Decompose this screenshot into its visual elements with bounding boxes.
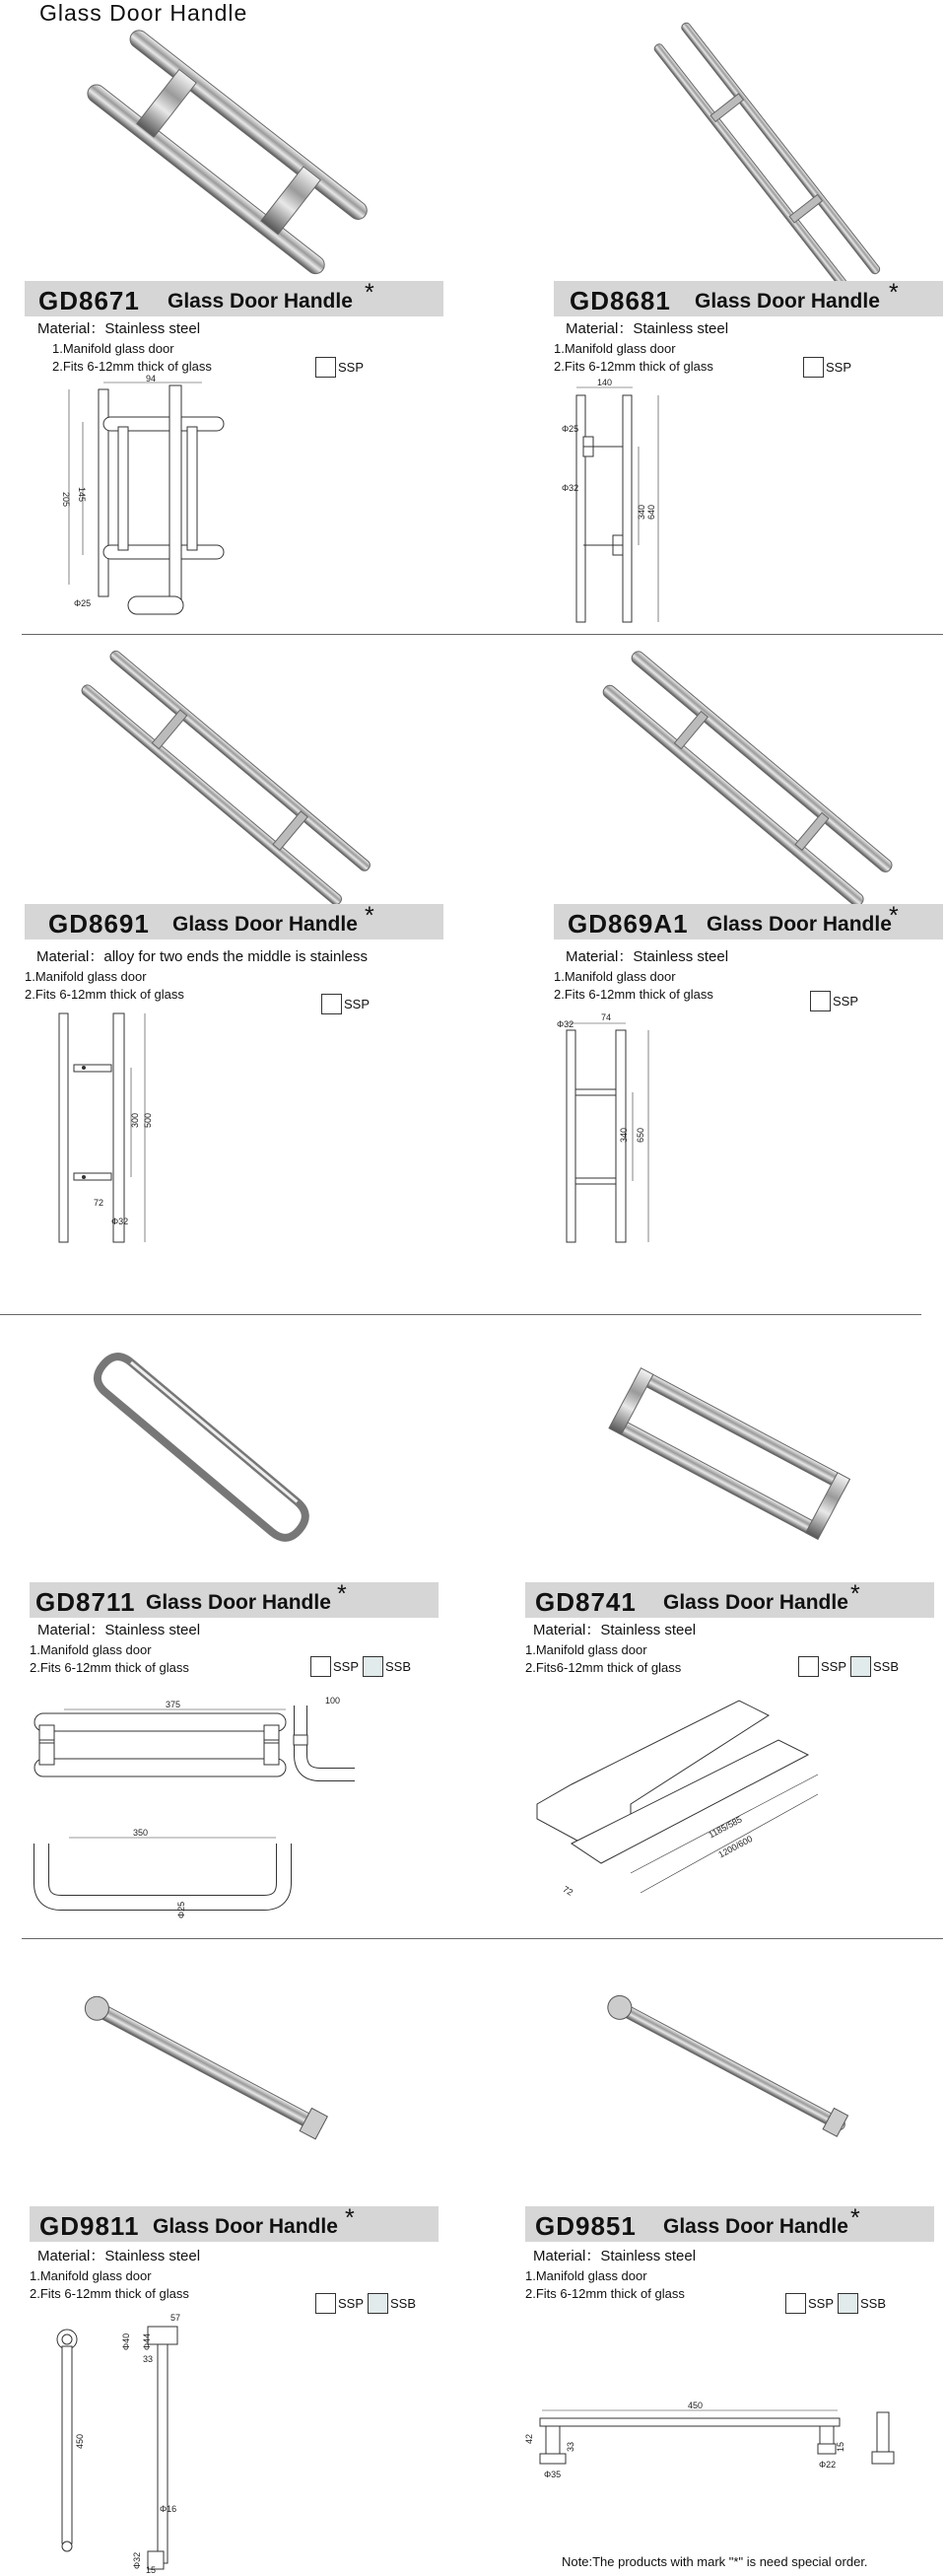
feature-2: 2.Fits 6-12mm thick of glass bbox=[30, 1660, 189, 1675]
finish-option-ssp[interactable] bbox=[785, 2293, 834, 2314]
gd8691-photo bbox=[79, 661, 384, 897]
finish-option-ssb[interactable] bbox=[363, 1656, 411, 1677]
dim-offset: 33 bbox=[143, 2354, 154, 2364]
feature-1: 1.Manifold glass door bbox=[554, 341, 676, 356]
option-label: SSB bbox=[873, 1659, 900, 1674]
product-name: Glass Door Handle bbox=[146, 1591, 331, 1614]
gd8711-title-bar bbox=[30, 1582, 439, 1618]
dim-length: 450 bbox=[688, 2401, 704, 2410]
dim-diameter: Φ25 bbox=[176, 1901, 186, 1918]
option-label: SSB bbox=[385, 1659, 412, 1674]
product-name: Glass Door Handle bbox=[172, 913, 358, 936]
special-order-mark: * bbox=[850, 2204, 860, 2232]
dim-projection: 74 bbox=[601, 1012, 612, 1022]
dim-length: 375 bbox=[166, 1700, 181, 1709]
gd8681-title-bar bbox=[554, 281, 943, 316]
feature-1: 1.Manifold glass door bbox=[30, 1642, 152, 1657]
dim-width: 140 bbox=[597, 378, 613, 387]
dim-centers: 340 bbox=[619, 1127, 629, 1143]
checkbox[interactable] bbox=[798, 1656, 819, 1677]
material: Material：Stainless steel bbox=[566, 320, 729, 337]
special-order-note: Note:The products with mark "*" is need special order. bbox=[562, 2554, 868, 2569]
option-label: SSP bbox=[344, 997, 371, 1011]
dim-centers: 145 bbox=[77, 487, 87, 503]
gd8711-finish-options bbox=[310, 1656, 415, 1677]
gd9811-dimension-drawing bbox=[49, 2307, 227, 2576]
finish-option-ssp[interactable] bbox=[310, 1656, 359, 1677]
gd8681-photo bbox=[631, 39, 907, 276]
checkbox[interactable] bbox=[810, 991, 831, 1011]
gd8671-dimension-drawing bbox=[59, 374, 217, 624]
gd869a1-specs bbox=[554, 948, 728, 1004]
product-code: GD8671 bbox=[38, 286, 140, 315]
finish-option-ssp[interactable] bbox=[798, 1656, 846, 1677]
product-code: GD869A1 bbox=[568, 909, 689, 939]
gd9851-finish-options bbox=[785, 2293, 890, 2314]
page-title: Glass Door Handle bbox=[39, 0, 248, 26]
finish-option-ssb[interactable] bbox=[838, 2293, 886, 2314]
gd8671-specs bbox=[37, 320, 212, 376]
finish-option-ssb[interactable] bbox=[368, 2293, 416, 2314]
option-label: SSP bbox=[826, 360, 852, 375]
checkbox[interactable] bbox=[321, 994, 342, 1014]
gd9811-specs bbox=[30, 2248, 200, 2303]
finish-option-ssp[interactable] bbox=[315, 2293, 364, 2314]
finish-option-ssp[interactable] bbox=[810, 991, 858, 1011]
feature-1: 1.Manifold glass door bbox=[525, 1642, 647, 1657]
gd8741-specs bbox=[525, 1622, 696, 1677]
special-order-mark: * bbox=[337, 1580, 347, 1608]
dim-diameter-cap: Φ44 bbox=[142, 2332, 152, 2350]
checkbox[interactable] bbox=[785, 2293, 806, 2314]
dim-diameter-large: Φ32 bbox=[562, 483, 579, 493]
feature-2: 2.Fits 6-12mm thick of glass bbox=[554, 359, 713, 374]
gd8711-photo bbox=[69, 1351, 335, 1558]
material: Material：Stainless steel bbox=[37, 2248, 201, 2264]
dim-length-inner: 1185/585 bbox=[707, 1814, 744, 1841]
section-divider bbox=[22, 634, 943, 635]
gd8741-photo bbox=[591, 1351, 867, 1558]
gd8681-specs bbox=[554, 320, 728, 376]
gd8711-dimension-drawing bbox=[30, 1696, 404, 1922]
checkbox[interactable] bbox=[310, 1656, 331, 1677]
product-name: Glass Door Handle bbox=[695, 290, 880, 313]
dim-length: 500 bbox=[143, 1112, 153, 1128]
option-label: SSP bbox=[338, 2296, 365, 2311]
dim-diameter-end: Φ22 bbox=[819, 2460, 837, 2470]
gd8681-dimension-drawing bbox=[552, 378, 670, 629]
checkbox[interactable] bbox=[315, 357, 336, 378]
gd8691-dimension-drawing bbox=[44, 1006, 192, 1247]
feature-1: 1.Manifold glass door bbox=[52, 341, 174, 356]
feature-1: 1.Manifold glass door bbox=[30, 2268, 152, 2283]
dim-length: 450 bbox=[75, 2433, 85, 2449]
dim-centers: 340 bbox=[637, 504, 646, 520]
dim-bar-diameter: Φ16 bbox=[160, 2504, 177, 2514]
gd9851-photo bbox=[581, 1982, 877, 2159]
feature-2: 2.Fits 6-12mm thick of glass bbox=[525, 2286, 685, 2301]
option-label: SSP bbox=[833, 994, 859, 1009]
special-order-mark: * bbox=[345, 2204, 355, 2232]
dim-length-outer: 1200/600 bbox=[716, 1834, 755, 1860]
product-name: Glass Door Handle bbox=[663, 2215, 848, 2238]
gd8691-finish-options bbox=[321, 994, 373, 1014]
gd9851-specs bbox=[525, 2248, 696, 2303]
dim-length: 650 bbox=[636, 1127, 645, 1143]
checkbox[interactable] bbox=[850, 1656, 871, 1677]
product-name: Glass Door Handle bbox=[707, 913, 892, 936]
dim-end-offset: 15 bbox=[146, 2565, 157, 2575]
material: Material：Stainless steel bbox=[533, 1622, 697, 1638]
dim-height: 42 bbox=[524, 2433, 534, 2444]
special-order-mark: * bbox=[365, 902, 374, 930]
checkbox[interactable] bbox=[368, 2293, 388, 2314]
special-order-mark: * bbox=[889, 902, 899, 930]
gd869a1-dimension-drawing bbox=[552, 1006, 680, 1247]
product-code: GD8711 bbox=[35, 1587, 136, 1617]
gd9851-title-bar bbox=[525, 2206, 934, 2242]
special-order-mark: * bbox=[365, 279, 374, 307]
finish-option-ssp[interactable] bbox=[321, 994, 370, 1014]
option-label: SSP bbox=[333, 1659, 360, 1674]
product-code: GD8681 bbox=[570, 286, 671, 315]
gd9851-dimension-drawing bbox=[524, 2401, 907, 2509]
product-code: GD9851 bbox=[535, 2211, 637, 2241]
gd8691-title-bar bbox=[25, 904, 443, 940]
section-divider bbox=[22, 1938, 943, 1939]
gd8681-finish-options bbox=[803, 357, 855, 378]
checkbox[interactable] bbox=[803, 357, 824, 378]
gd8671-title-bar bbox=[25, 281, 443, 316]
dim-diameter-small: Φ25 bbox=[562, 424, 579, 434]
dim-diameter-end: Φ32 bbox=[132, 2551, 142, 2569]
gd8741-title-bar bbox=[525, 1582, 934, 1618]
gd8741-dimension-drawing bbox=[532, 1696, 828, 1913]
dim-diameter-base: Φ40 bbox=[121, 2332, 131, 2350]
feature-1: 1.Manifold glass door bbox=[525, 2268, 647, 2283]
gd8691-specs bbox=[25, 948, 368, 1004]
dim-length: 640 bbox=[646, 504, 656, 520]
checkbox[interactable] bbox=[838, 2293, 858, 2314]
dim-diameter: Φ25 bbox=[74, 598, 92, 608]
dim-diameter-base: Φ35 bbox=[544, 2470, 562, 2479]
product-name: Glass Door Handle bbox=[153, 2215, 338, 2238]
product-code: GD9811 bbox=[39, 2211, 140, 2241]
feature-2: 2.Fits 6-12mm thick of glass bbox=[554, 987, 713, 1002]
gd9811-finish-options bbox=[315, 2293, 420, 2314]
feature-2: 2.Fits 6-12mm thick of glass bbox=[52, 359, 212, 374]
gd8671-finish-options bbox=[315, 357, 368, 378]
dim-projection: 72 bbox=[94, 1198, 104, 1208]
finish-option-ssp[interactable] bbox=[803, 357, 851, 378]
gd8671-photo bbox=[69, 30, 384, 276]
checkbox[interactable] bbox=[363, 1656, 383, 1677]
dim-diameter: Φ32 bbox=[557, 1019, 574, 1029]
dim-projection: 57 bbox=[170, 2313, 181, 2323]
product-name: Glass Door Handle bbox=[663, 1591, 848, 1614]
dim-depth: 100 bbox=[325, 1696, 341, 1706]
material: Material：Stainless steel bbox=[37, 320, 201, 337]
option-label: SSP bbox=[338, 360, 365, 375]
dim-end-offset: 15 bbox=[836, 2441, 845, 2452]
feature-1: 1.Manifold glass door bbox=[25, 969, 147, 984]
gd869a1-photo bbox=[601, 661, 907, 897]
finish-option-ssb[interactable] bbox=[850, 1656, 899, 1677]
dim-width: 94 bbox=[146, 374, 157, 383]
feature-1: 1.Manifold glass door bbox=[554, 969, 676, 984]
gd8741-finish-options bbox=[798, 1656, 903, 1677]
product-name: Glass Door Handle bbox=[168, 290, 353, 313]
gd9811-title-bar bbox=[30, 2206, 439, 2242]
feature-2: 2.Fits 6-12mm thick of glass bbox=[30, 2286, 189, 2301]
gd9811-photo bbox=[59, 1982, 355, 2159]
product-code: GD8691 bbox=[48, 909, 150, 939]
gd869a1-title-bar bbox=[554, 904, 943, 940]
dim-height: 205 bbox=[61, 492, 71, 508]
special-order-mark: * bbox=[850, 1580, 860, 1608]
material: Material：Stainless steel bbox=[566, 948, 729, 965]
feature-2: 2.Fits 6-12mm thick of glass bbox=[25, 987, 184, 1002]
feature-2: 2.Fits6-12mm thick of glass bbox=[525, 1660, 682, 1675]
option-label: SSB bbox=[390, 2296, 417, 2311]
material: Material：Stainless steel bbox=[37, 1622, 201, 1638]
section-divider bbox=[0, 1314, 921, 1315]
option-label: SSB bbox=[860, 2296, 887, 2311]
dim-diameter: Φ32 bbox=[111, 1217, 129, 1226]
dim-centers: 350 bbox=[133, 1828, 149, 1838]
gd8711-specs bbox=[30, 1622, 200, 1677]
finish-option-ssp[interactable] bbox=[315, 357, 364, 378]
checkbox[interactable] bbox=[315, 2293, 336, 2314]
dim-offset: 33 bbox=[566, 2441, 575, 2452]
material: Material：alloy for two ends the middle is stainless bbox=[36, 948, 368, 965]
special-order-mark: * bbox=[889, 279, 899, 307]
option-label: SSP bbox=[821, 1659, 847, 1674]
gd869a1-finish-options bbox=[810, 991, 862, 1011]
product-code: GD8741 bbox=[535, 1587, 637, 1617]
material: Material：Stainless steel bbox=[533, 2248, 697, 2264]
dim-centers: 300 bbox=[130, 1112, 140, 1128]
option-label: SSP bbox=[808, 2296, 835, 2311]
dim-projection: 72 bbox=[561, 1884, 575, 1898]
